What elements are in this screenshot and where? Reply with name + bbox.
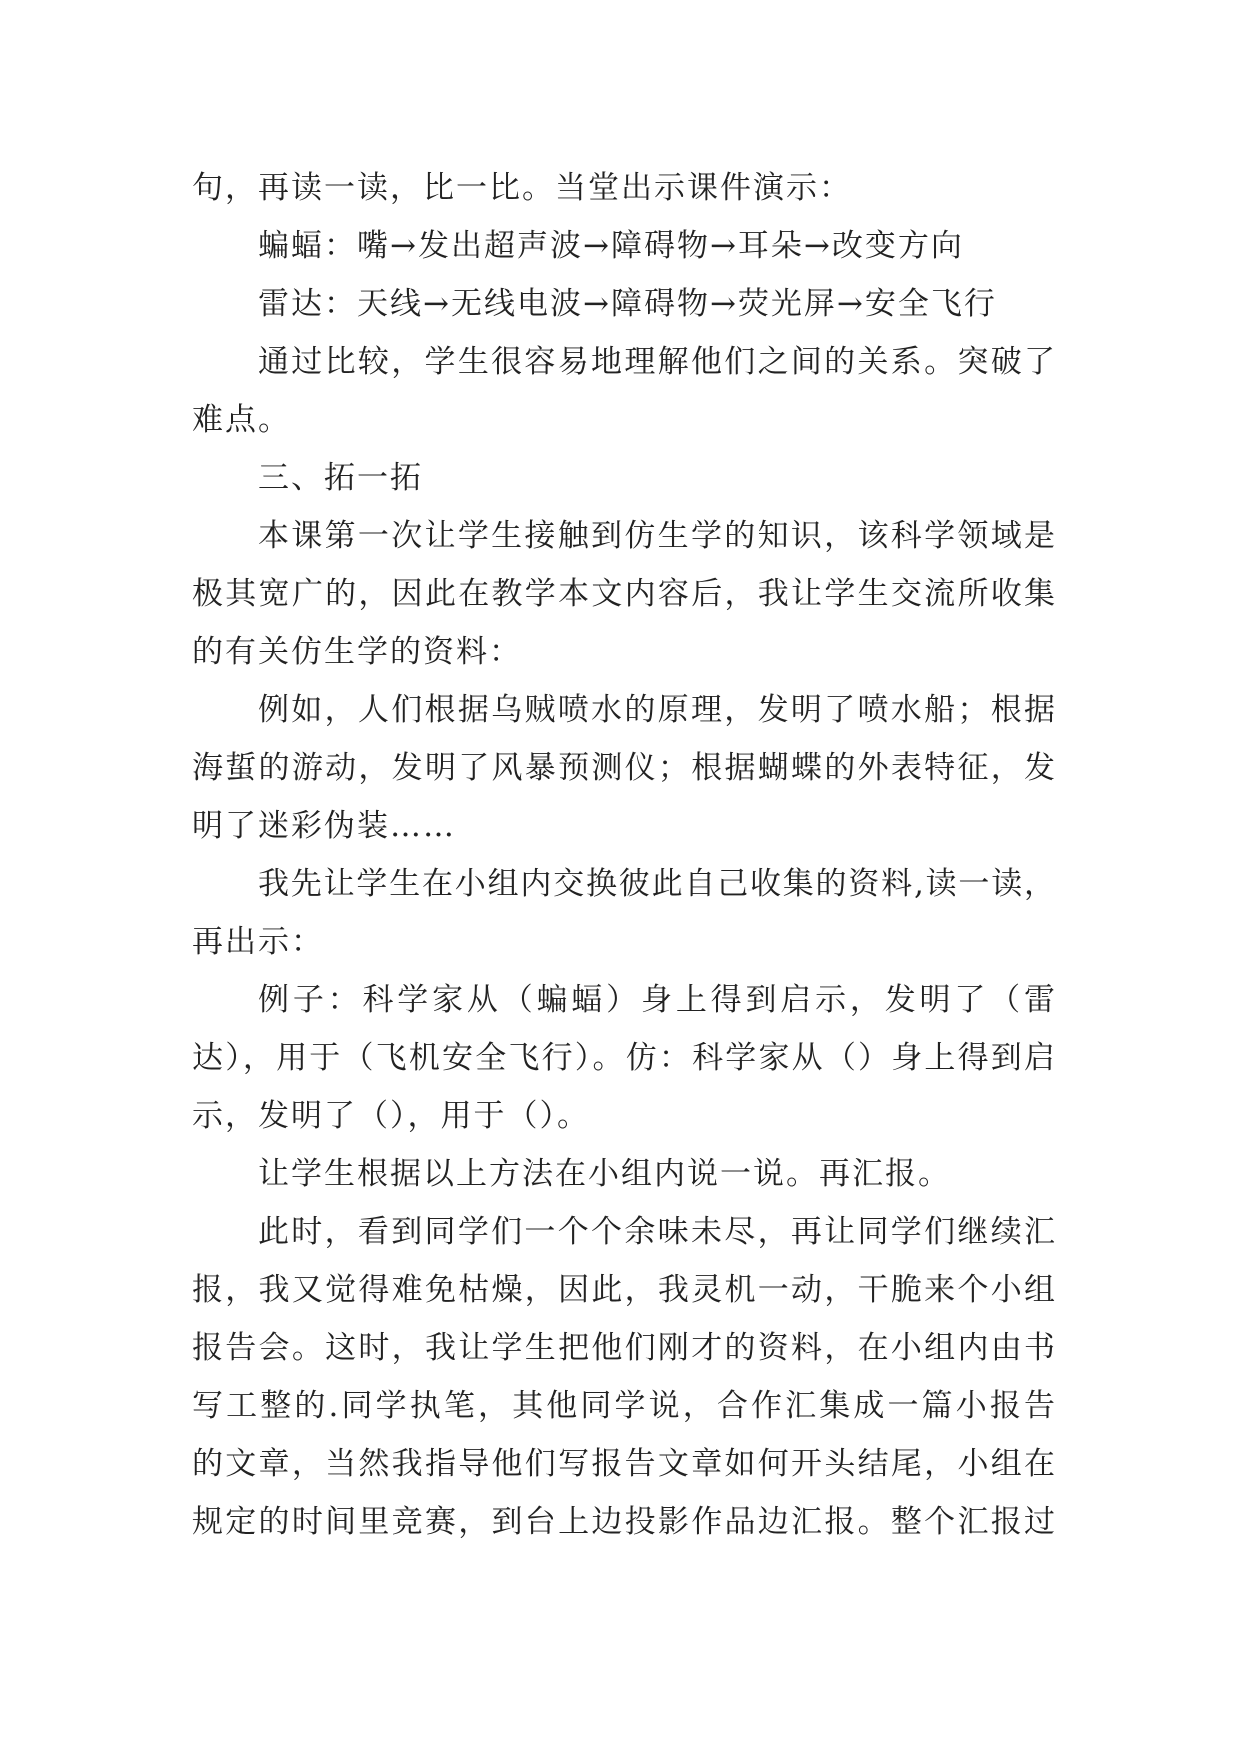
text-line: 达），用于（飞机安全飞行）。仿：科学家从（）身上得到启 [192,1040,1055,1076]
text-line: 句，再读一读，比一比。当堂出示课件演示： [192,170,852,206]
text-line: 示，发明了（），用于（）。 [192,1098,590,1134]
text-line: 此时，看到同学们一个个余味未尽，再让同学们继续汇 [258,1214,1055,1250]
text-line: 雷达：天线→无线电波→障碍物→荧光屏→安全飞行 [258,286,997,322]
text-line: 通过比较，学生很容易地理解他们之间的关系。突破了 [258,344,1055,380]
text-line: 明了迷彩伪装…… [192,808,456,844]
text-line: 规定的时间里竞赛，到台上边投影作品边汇报。整个汇报过 [192,1504,1055,1540]
text-line: 让学生根据以上方法在小组内说一说。再汇报。 [258,1156,951,1192]
text-line: 的有关仿生学的资料： [192,634,522,670]
text-line: 的文章，当然我指导他们写报告文章如何开头结尾，小组在 [192,1446,1055,1482]
text-line: 例如，人们根据乌贼喷水的原理，发明了喷水船；根据 [258,692,1055,728]
text-line: 例子：科学家从（蝙蝠）身上得到启示，发明了（雷 [258,982,1055,1018]
text-line: 报，我又觉得难免枯燥，因此，我灵机一动，干脆来个小组 [192,1272,1055,1308]
text-line: 难点。 [192,402,291,438]
body-text [192,159,1055,1551]
section-heading: 三、拓一拓 [258,460,423,496]
text-line: 写工整的.同学执笔，其他同学说，合作汇集成一篇小报告 [192,1388,1055,1424]
text-line: 我先让学生在小组内交换彼此自己收集的资料,读一读， [258,866,1055,902]
text-line: 极其宽广的，因此在教学本文内容后，我让学生交流所收集 [192,576,1055,612]
text-line: 蝙蝠：嘴→发出超声波→障碍物→耳朵→改变方向 [258,228,964,264]
text-line: 再出示： [192,924,324,960]
text-line: 海蜇的游动，发明了风暴预测仪；根据蝴蝶的外表特征，发 [192,750,1055,786]
text-line: 本课第一次让学生接触到仿生学的知识，该科学领域是 [258,518,1055,554]
text-line: 报告会。这时，我让学生把他们刚才的资料，在小组内由书 [192,1330,1055,1366]
